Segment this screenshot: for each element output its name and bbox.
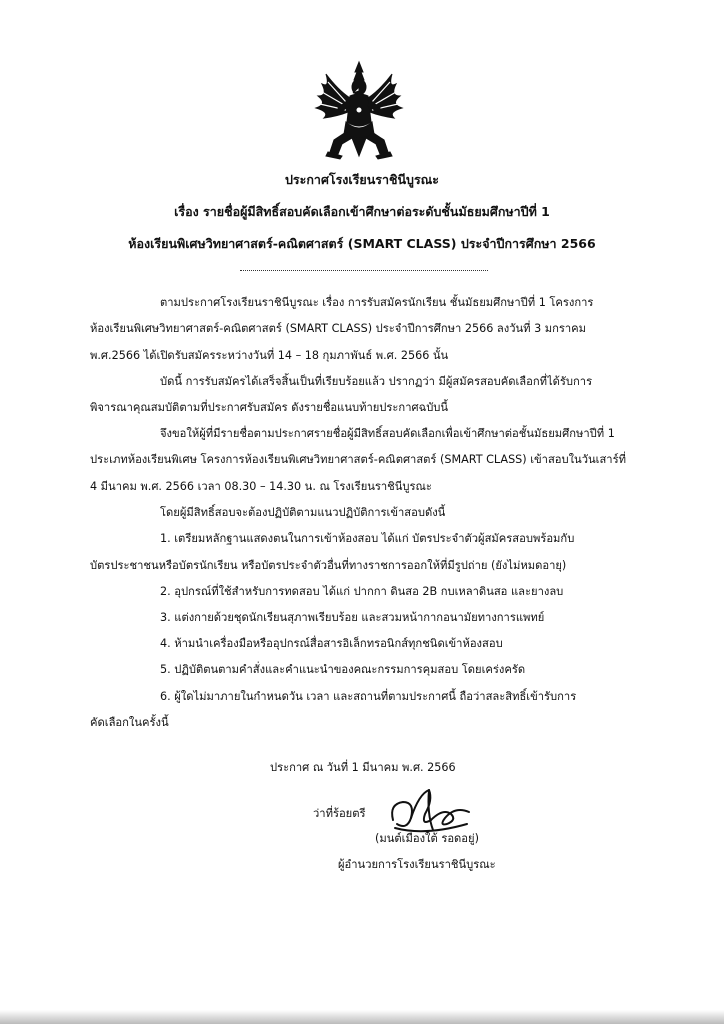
announcement-program: ห้องเรียนพิเศษวิทยาศาสตร์-คณิตศาสตร์ (SMART CLASS) ประจำปีการศึกษา 2566 xyxy=(128,236,596,251)
signer-title: ผู้อำนวยการโรงเรียนราชินีบูรณะ xyxy=(338,858,496,871)
paragraph-2-line-2: พิจารณาคุณสมบัติตามที่ประกาศรับสมัคร ดังรายชื่อแนบท้ายประกาศฉบับนี้ xyxy=(90,401,449,414)
garuda-emblem-icon xyxy=(308,60,410,160)
announcement-date: ประกาศ ณ วันที่ 1 มีนาคม พ.ศ. 2566 xyxy=(270,761,456,774)
rule-item-6-line-1: 6. ผู้ใดไม่มาภายในกำหนดวัน เวลา และสถานที่ตามประกาศนี้ ถือว่าสละสิทธิ์เข้ารับการ xyxy=(160,690,577,703)
paragraph-1-line-1: ตามประกาศโรงเรียนราชินีบูรณะ เรื่อง การรับสมัครนักเรียน ชั้นมัธยมศึกษาปีที่ 1 โครงการ xyxy=(160,296,594,309)
announcement-subject: เรื่อง รายชื่อผู้มีสิทธิ์สอบคัดเลือกเข้าศึกษาต่อระดับชั้นมัธยมศึกษาปีที่ 1 xyxy=(174,204,550,219)
rule-item-1-line-1: 1. เตรียมหลักฐานแสดงตนในการเข้าห้องสอบ ได้แก่ บัตรประจำตัวผู้สมัครสอบพร้อมกับ xyxy=(160,532,575,545)
rule-item-3: 3. แต่งกายด้วยชุดนักเรียนสุภาพเรียบร้อย และสวมหน้ากากอนามัยทางการแพทย์ xyxy=(160,611,545,624)
divider xyxy=(240,270,488,271)
rule-item-4: 4. ห้ามนำเครื่องมือหรืออุปกรณ์สื่อสารอิเล็กทรอนิกส์ทุกชนิดเข้าห้องสอบ xyxy=(160,637,503,650)
signer-rank: ว่าที่ร้อยตรี xyxy=(313,807,366,820)
paragraph-3-line-1: จึงขอให้ผู้ที่มีรายชื่อตามประกาศรายชื่อผู้มีสิทธิ์สอบคัดเลือกเพื่อเข้าศึกษาต่อชั้นมัธยมศึกษาปีที่ 1 xyxy=(160,427,615,440)
rule-item-6-line-2: คัดเลือกในครั้งนี้ xyxy=(90,716,169,729)
paragraph-1-line-3: พ.ศ.2566 ได้เปิดรับสมัครระหว่างวันที่ 14 – 18 กุมภาพันธ์ พ.ศ. 2566 นั้น xyxy=(90,349,449,362)
paragraph-3-line-2: ประเภทห้องเรียนพิเศษ โครงการห้องเรียนพิเศษวิทยาศาสตร์-คณิตศาสตร์ (SMART CLASS) เข้าสอบในวันเสาร์ที่ xyxy=(90,453,626,466)
paragraph-3-line-3: 4 มีนาคม พ.ศ. 2566 เวลา 08.30 – 14.30 น. ณ โรงเรียนราชินีบูรณะ xyxy=(90,480,432,493)
rule-item-5: 5. ปฏิบัติตนตามคำสั่งและคำแนะนำของคณะกรรมการคุมสอบ โดยเคร่งครัด xyxy=(160,663,526,676)
scan-edge-shadow xyxy=(0,1010,724,1024)
announcement-title: ประกาศโรงเรียนราชินีบูรณะ xyxy=(285,172,439,187)
rules-intro: โดยผู้มีสิทธิ์สอบจะต้องปฏิบัติตามแนวปฏิบัติการเข้าสอบดังนี้ xyxy=(160,506,446,519)
paragraph-2-line-1: บัดนี้ การรับสมัครได้เสร็จสิ้นเป็นที่เรียบร้อยแล้ว ปรากฏว่า มีผู้สมัครสอบคัดเลือกที่ได้รับการ xyxy=(160,375,593,388)
rule-item-2: 2. อุปกรณ์ที่ใช้สำหรับการทดสอบ ได้แก่ ปากกา ดินสอ 2B กบเหลาดินสอ และยางลบ xyxy=(160,585,564,598)
rule-item-1-line-2: บัตรประชาชนหรือบัตรนักเรียน หรือบัตรประจำตัวอื่นที่ทางราชการออกให้ที่มีรูปถ่าย (ยังไม่หมดอายุ) xyxy=(90,559,567,572)
paragraph-1-line-2: ห้องเรียนพิเศษวิทยาศาสตร์-คณิตศาสตร์ (SMART CLASS) ประจำปีการศึกษา 2566 ลงวันที่ 3 มกราคม xyxy=(90,322,587,335)
signer-name: (มนต์เมืองใต้ รอดอยู่) xyxy=(375,832,479,845)
